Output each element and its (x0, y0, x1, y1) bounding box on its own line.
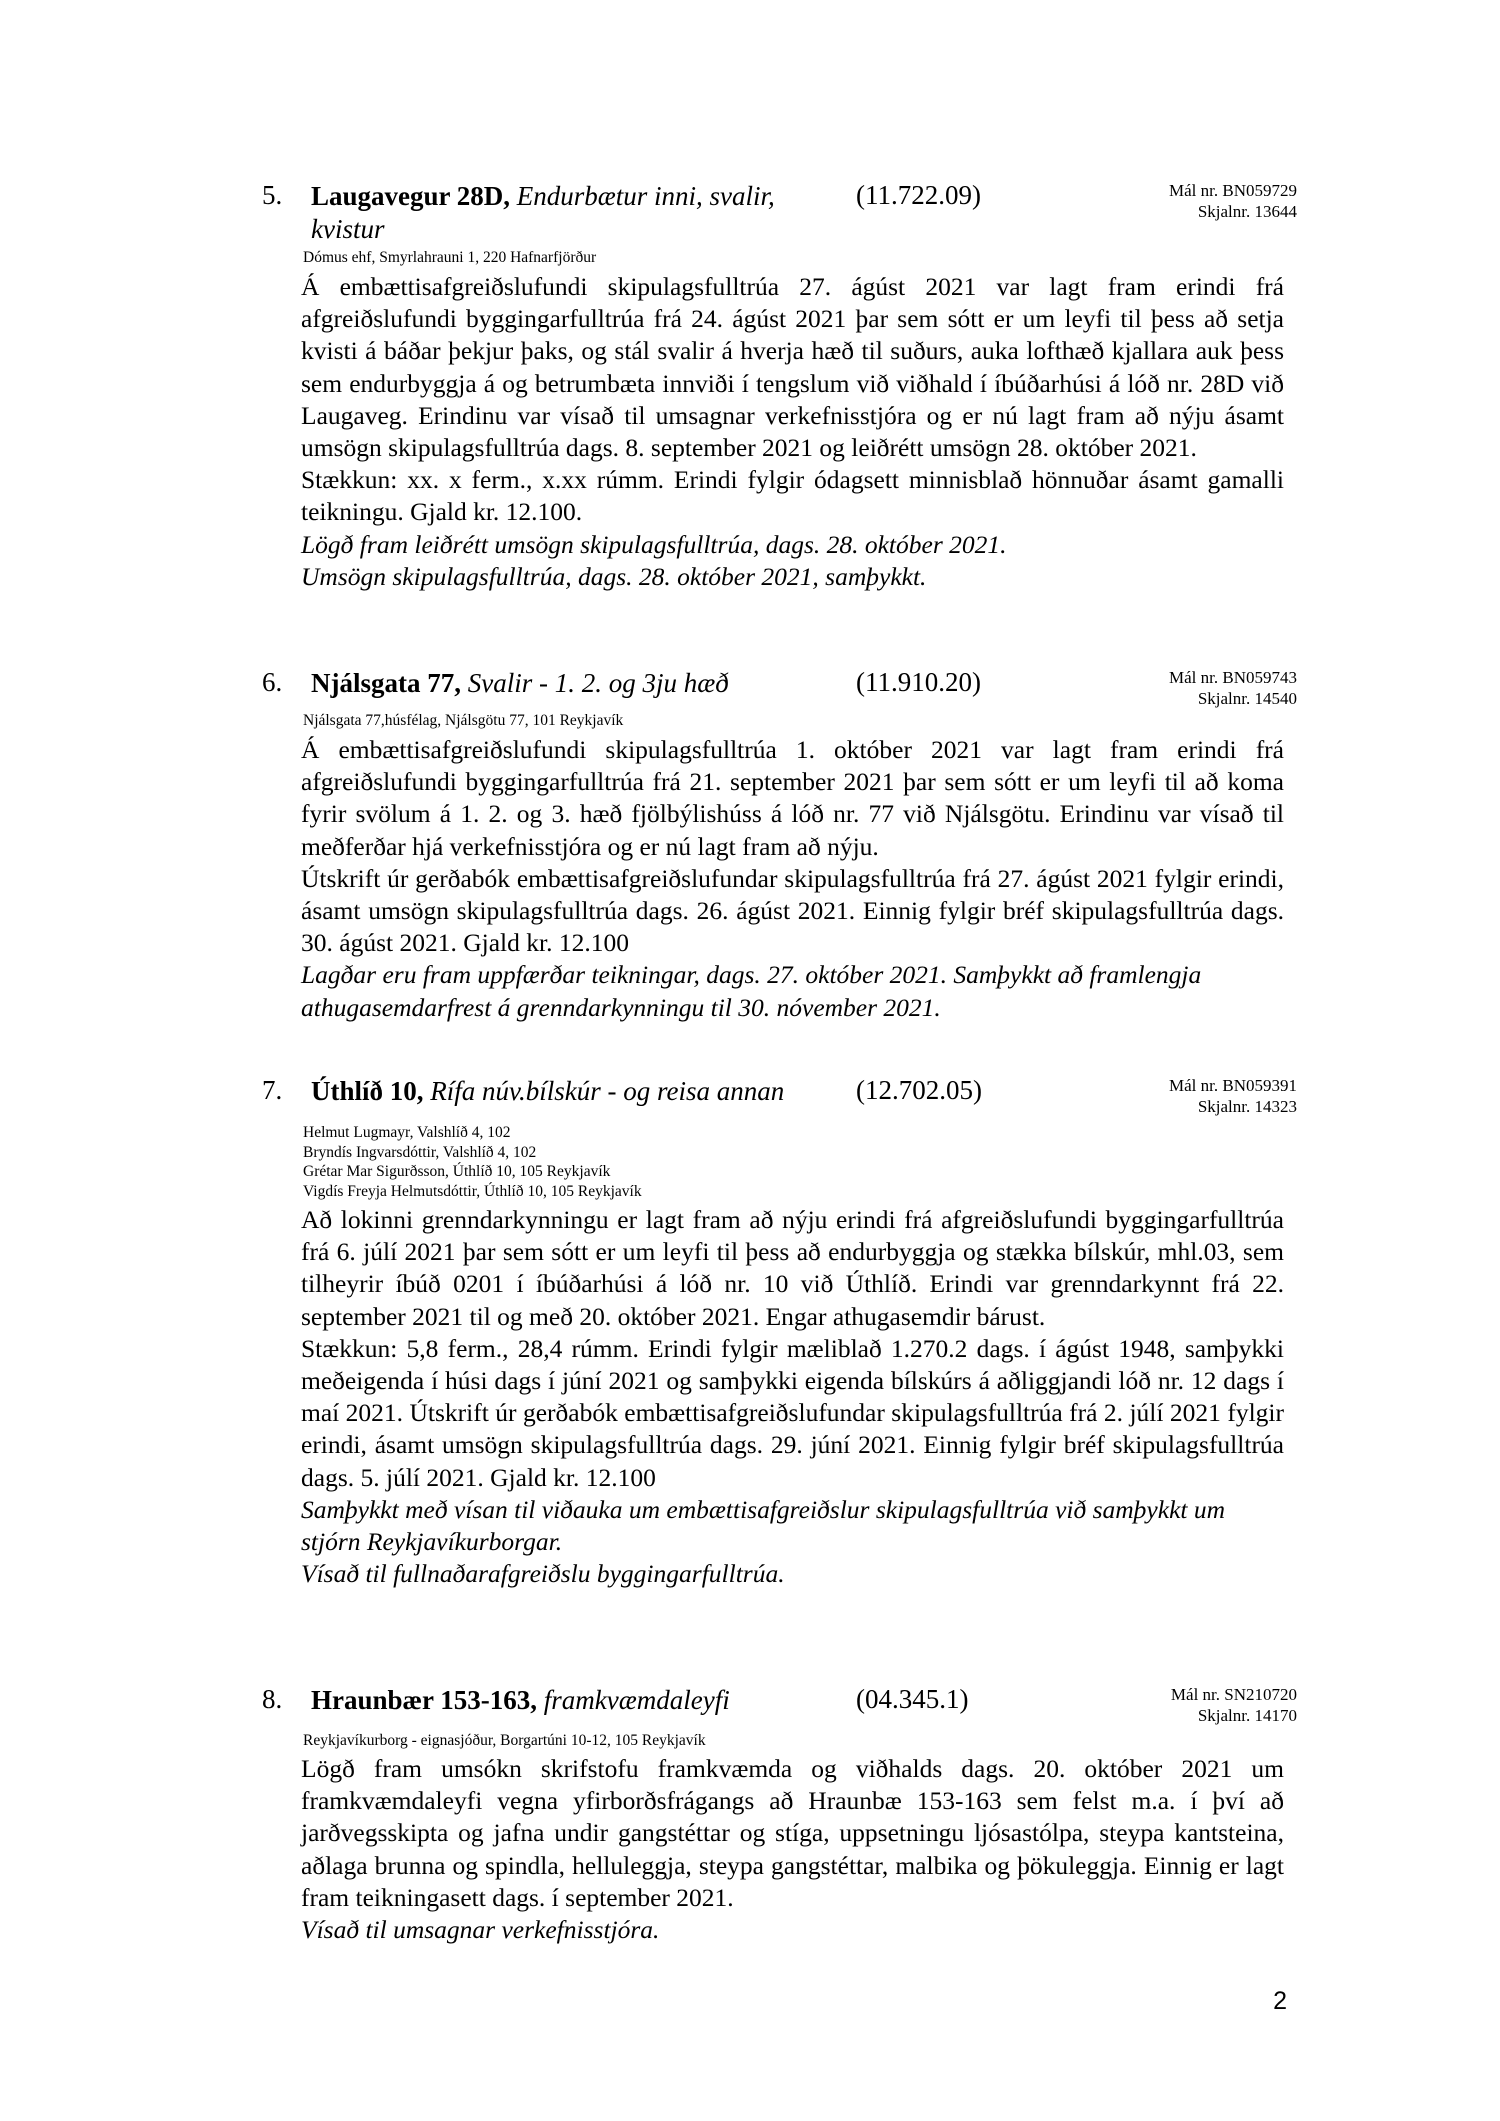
item-land-code: (04.345.1) (856, 1684, 969, 1714)
body-paragraph: Lögð fram umsókn skrifstofu framkvæmda og viðhalds dags. 20. október 2021 um framkvæmdaleyfi vegna yfirborðsfrágangs að Hraunbæ 153-163 sem felst m.a. í því að jarðvegsskipta og jafna undir gangstéttar og stíga, uppsetningu ljósastólpa, steypa kantsteina, aðlaga brunna og spindla, helluleggja, steypa gangstéttar, malbika og þökuleggja. Einnig er lagt fram teikningasett dags. í september 2021. (301, 1754, 1284, 1912)
applicant: Grétar Mar Sigurðsson, Úthlíð 10, 105 Reykjavík (303, 1163, 611, 1180)
decision-text: Vísað til umsagnar verkefnisstjóra. (301, 1915, 660, 1945)
document-number: Skjalnr. 14540 (1197, 689, 1297, 708)
body-paragraph: Á embættisafgreiðslufundi skipulagsfulltrúa 1. október 2021 var lagt fram erindi frá afgreiðslufundi byggingarfulltrúa frá 21. september 2021 þar sem sótt er um leyfi til að koma fyrir svölum á 1. 2. og 3. hæð fjölbýlishúss á lóð nr. 77 við Njálsgötu. Erindinu var vísað til meðferðar hjá verkefnisstjóra og er nú lagt fram að nýju. (301, 735, 1284, 861)
applicant-list (303, 1123, 642, 1201)
case-reference (1171, 1684, 1297, 1726)
item-number: 7. (262, 1075, 283, 1105)
item-subject: Svalir - 1. 2. og 3ju hæð (467, 668, 729, 698)
decision-text: Lagðar eru fram uppfærðar teikningar, dags. 27. október 2021. Samþykkt að framlengja athugasemdarfrest á grenndarkynningu til 30. nóvember 2021. (301, 960, 1202, 1022)
item-address: Njálsgata 77, (311, 668, 461, 698)
applicant: Njálsgata 77,húsfélag, Njálsgötu 77, 101 Reykjavík (303, 712, 624, 729)
case-number: Mál nr. BN059743 (1169, 668, 1297, 687)
applicant: Reykjavíkurborg - eignasjóður, Borgartúni 10-12, 105 Reykjavík (303, 1732, 706, 1749)
applicant: Helmut Lugmayr, Valshlíð 4, 102 (303, 1124, 511, 1141)
item-land-code: (11.722.09) (856, 180, 981, 210)
item-subject: framkvæmdaleyfi (543, 1685, 730, 1715)
item-body (301, 271, 1284, 593)
decision-text: Umsögn skipulagsfulltrúa, dags. 28. október 2021, samþykkt. (301, 561, 927, 591)
document-number: Skjalnr. 14170 (1197, 1706, 1297, 1725)
body-paragraph: Stækkun: xx. x ferm., x.xx rúmm. Erindi fylgir ódagsett minnisblað hönnuðar ásamt gamalli teikningu. Gjald kr. 12.100. (301, 465, 1284, 527)
item-number: 8. (262, 1684, 283, 1714)
case-reference (1169, 667, 1297, 709)
item-number: 6. (262, 667, 283, 697)
applicant-list (303, 248, 596, 268)
item-address: Úthlíð 10, (311, 1076, 424, 1106)
body-paragraph: Útskrift úr gerðabók embættisafgreiðslufundar skipulagsfulltrúa frá 27. ágúst 2021 fylgir erindi, ásamt umsögn skipulagsfulltrúa dags. 26. ágúst 2021. Einnig fylgir bréf skipulagsfulltrúa dags. 30. ágúst 2021. Gjald kr. 12.100 (301, 863, 1284, 958)
case-number: Mál nr. SN210720 (1170, 1685, 1297, 1704)
decision-text: Samþykkt með vísan til viðauka um embættisafgreiðslur skipulagsfulltrúa við samþykkt um stjórn Reykjavíkurborgar. (301, 1494, 1226, 1557)
decision-text: Vísað til fullnaðarafgreiðslu byggingarfulltrúa. (301, 1559, 785, 1589)
case-number: Mál nr. BN059729 (1169, 181, 1297, 200)
item-title (311, 180, 811, 246)
applicant: Bryndís Ingvarsdóttir, Valshlíð 4, 102 (303, 1143, 537, 1161)
body-paragraph: Að lokinni grenndarkynningu er lagt fram að nýju erindi frá afgreiðslufundi byggingarfulltrúa frá 6. júlí 2021 þar sem sótt er um leyfi til þess að endurbyggja og stækka bílskúr, mhl.03, sem tilheyrir íbúð 0201 í íbúðarhúsi á lóð nr. 10 við Úthlíð. Erindi var grenndarkynnt frá 22. september 2021 til og með 20. október 2021. Engar athugasemdir bárust. (301, 1205, 1284, 1331)
document-number: Skjalnr. 13644 (1197, 202, 1297, 221)
item-title (311, 667, 811, 700)
item-body (301, 734, 1284, 1024)
item-number: 5. (262, 180, 283, 210)
item-land-code: (11.910.20) (856, 667, 981, 697)
applicant-list (303, 1731, 706, 1751)
body-paragraph: Á embættisafgreiðslufundi skipulagsfulltrúa 27. ágúst 2021 var lagt fram erindi frá afgreiðslufundi byggingarfulltrúa frá 24. ágúst 2021 þar sem sótt er um leyfi til þess að setja kvisti á báðar þekjur þaks, og stál svalir á hverja hæð til suðurs, auka lofthæð kjallara auk þess sem endurbyggja á og betrumbæta innviði í tengslum við viðhald í íbúðarhúsi á lóð nr. 28D við Laugaveg. Erindinu var vísað til umsagnar verkefnisstjóra og er nú lagt fram að nýju ásamt umsögn skipulagsfulltrúa dags. 8. september 2021 og leiðrétt umsögn 28. október 2021. (301, 272, 1284, 463)
applicant: Vigdís Freyja Helmutsdóttir, Úthlíð 10, 105 Reykjavík (303, 1182, 642, 1200)
item-land-code: (12.702.05) (856, 1075, 982, 1105)
item-body (301, 1204, 1284, 1590)
item-title (311, 1075, 811, 1108)
item-subject: Endurbætur inni, svalir, kvistur (311, 181, 775, 244)
case-reference (1169, 180, 1297, 222)
applicant-list (303, 711, 623, 731)
applicant: Dómus ehf, Smyrlahrauni 1, 220 Hafnarfjörður (303, 249, 597, 266)
item-subject: Rífa núv.bílskúr - og reisa annan (430, 1076, 785, 1106)
page-number: 2 (1273, 1987, 1287, 2015)
case-number: Mál nr. BN059391 (1169, 1076, 1297, 1095)
body-paragraph: Stækkun: 5,8 ferm., 28,4 rúmm. Erindi fylgir mæliblað 1.270.2 dags. í ágúst 1948, samþykki meðeigenda í húsi dags í júní 2021 og samþykki eigenda bílskúrs á aðliggjandi lóð nr. 12 dags í maí 2021. Útskrift úr gerðabók embættisafgreiðslufundar skipulagsfulltrúa frá 2. júlí 2021 fylgir erindi, ásamt umsögn skipulagsfulltrúa dags. 29. júní 2021. Einnig fylgir bréf skipulagsfulltrúa dags. 5. júlí 2021. Gjald kr. 12.100 (301, 1333, 1284, 1492)
item-address: Hraunbær 153-163, (311, 1685, 538, 1715)
case-reference (1169, 1075, 1297, 1117)
document-number: Skjalnr. 14323 (1197, 1097, 1297, 1116)
item-address: Laugavegur 28D, (311, 181, 511, 211)
item-title (311, 1684, 811, 1717)
decision-text: Lögð fram leiðrétt umsögn skipulagsfulltrúa, dags. 28. október 2021. (301, 529, 1007, 559)
item-body (301, 1753, 1284, 1946)
